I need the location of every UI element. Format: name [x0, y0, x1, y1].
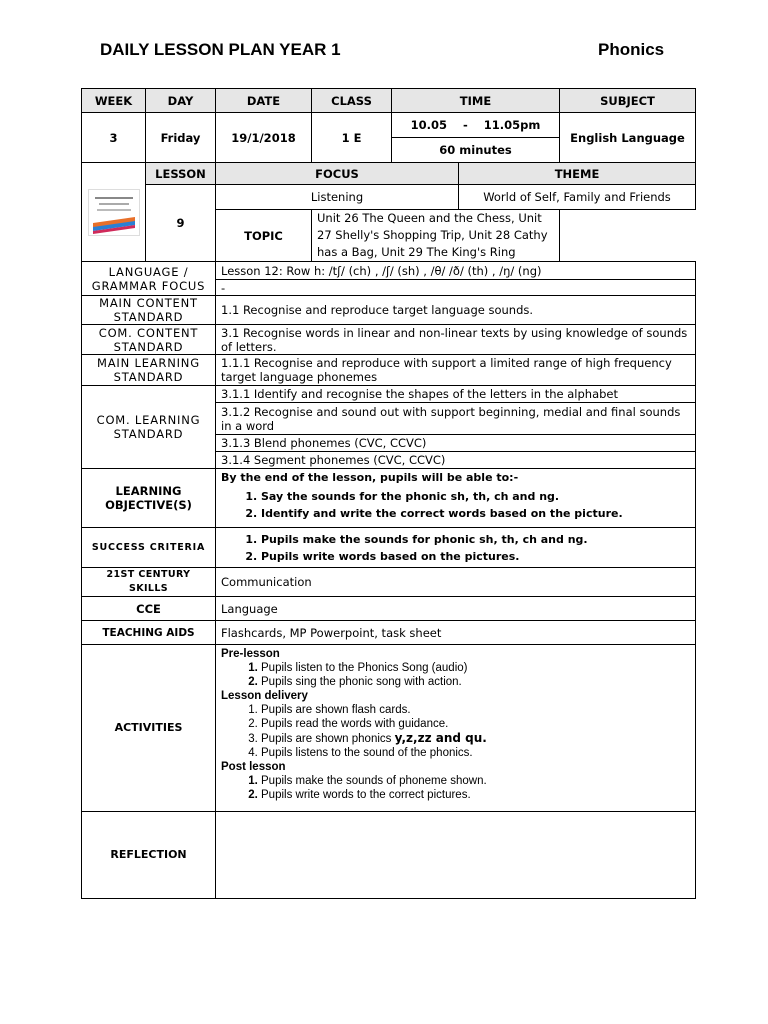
- class-value: 1 E: [312, 113, 392, 163]
- activity-item: 3. Pupils are shown phonics y,z,zz and qu.: [261, 731, 690, 746]
- reflection-value[interactable]: [216, 812, 696, 899]
- class-header: CLASS: [312, 89, 392, 113]
- activity-item: 1. Pupils listen to the Phonics Song (audio): [261, 661, 690, 675]
- objective-item: 1. Say the sounds for the phonic sh, th, ch and ng.: [261, 488, 690, 505]
- reflection-label: REFLECTION: [82, 812, 216, 899]
- duration-value: 60 minutes: [392, 138, 560, 163]
- activities: [216, 645, 696, 812]
- language-focus-line2: -: [216, 280, 696, 296]
- week-value: 3: [82, 113, 146, 163]
- textbook-cover-image: [88, 189, 140, 236]
- subject-heading: Phonics: [598, 40, 665, 59]
- com-learning-standard-item: 3.1.4 Segment phonemes (CVC, CCVC): [216, 452, 696, 469]
- phonics-highlight: y,z,zz and qu.: [394, 731, 487, 745]
- success-criteria-item: 1. Pupils make the sounds for phonic sh, th, ch and ng.: [261, 531, 690, 548]
- topic-value: Unit 26 The Queen and the Chess, Unit 27 Shelly's Shopping Trip, Unit 28 Cathy has a Bag, Unit 29 The King's Ring: [312, 210, 560, 262]
- main-learning-standard: 1.1.1 Recognise and reproduce with support a limited range of high frequency target language phonemes: [216, 355, 696, 386]
- date-header: DATE: [216, 89, 312, 113]
- time-range: 10.05 - 11.05pm: [392, 113, 560, 138]
- success-criteria-item: 2. Pupils write words based on the pictures.: [261, 548, 690, 565]
- lesson-number: 9: [146, 185, 216, 262]
- cce-value: Language: [216, 597, 696, 621]
- learning-objectives-label: LEARNING OBJECTIVE(S): [82, 469, 216, 528]
- activities-label: ACTIVITIES: [82, 645, 216, 812]
- teaching-aids-label: TEACHING AIDS: [82, 621, 216, 645]
- com-learning-label: COM. LEARNING STANDARD: [82, 386, 216, 469]
- subject-value: English Language: [560, 113, 696, 163]
- learning-objectives: [216, 469, 696, 528]
- com-learning-standard-item: 3.1.1 Identify and recognise the shapes of the letters in the alphabet: [216, 386, 696, 403]
- pre-lesson-title: Pre-lesson: [221, 648, 280, 660]
- com-learning-standard-item: 3.1.2 Recognise and sound out with support beginning, medial and final sounds in a word: [216, 403, 696, 435]
- date-value: 19/1/2018: [216, 113, 312, 163]
- century-skills-value: Communication: [216, 568, 696, 597]
- textbook-cover-cell: [82, 163, 146, 262]
- main-content-standard: 1.1 Recognise and reproduce target language sounds.: [216, 296, 696, 325]
- cce-label: CCE: [82, 597, 216, 621]
- success-criteria-label: SUCCESS CRITERIA: [82, 528, 216, 568]
- topic-label: TOPIC: [216, 210, 312, 262]
- week-header: WEEK: [82, 89, 146, 113]
- century-skills-label: 21ST CENTURY SKILLS: [82, 568, 216, 597]
- day-value: Friday: [146, 113, 216, 163]
- activity-item: 1. Pupils are shown flash cards.: [261, 703, 690, 717]
- activity-item: 4. Pupils listens to the sound of the phonics.: [261, 746, 690, 760]
- activity-item: 2. Pupils read the words with guidance.: [261, 717, 690, 731]
- lesson-plan-table: [81, 88, 696, 899]
- language-focus-line1: Lesson 12: Row h: /tʃ/ (ch) , /ʃ/ (sh) , /θ/ /ð/ (th) , /ŋ/ (ng): [216, 262, 696, 280]
- post-lesson-title: Post lesson: [221, 761, 286, 773]
- lesson-delivery-title: Lesson delivery: [221, 690, 308, 702]
- lesson-header: LESSON: [146, 163, 216, 185]
- main-learning-label: MAIN LEARNING STANDARD: [82, 355, 216, 386]
- com-learning-standard-item: 3.1.3 Blend phonemes (CVC, CCVC): [216, 435, 696, 452]
- subject-header: SUBJECT: [560, 89, 696, 113]
- page-title: DAILY LESSON PLAN YEAR 1: [100, 40, 341, 59]
- success-criteria: [216, 528, 696, 568]
- focus-header: FOCUS: [216, 163, 459, 185]
- focus-value: Listening: [216, 185, 459, 210]
- com-content-label: COM. CONTENT STANDARD: [82, 325, 216, 355]
- language-focus-label: LANGUAGE / GRAMMAR FOCUS: [82, 262, 216, 296]
- objectives-intro: By the end of the lesson, pupils will be able to:-: [221, 471, 519, 484]
- day-header: DAY: [146, 89, 216, 113]
- objective-item: 2. Identify and write the correct words based on the picture.: [261, 505, 690, 522]
- theme-header: THEME: [459, 163, 696, 185]
- theme-value: World of Self, Family and Friends: [459, 185, 696, 210]
- activity-item: 1. Pupils make the sounds of phoneme shown.: [261, 774, 690, 788]
- com-content-standard: 3.1 Recognise words in linear and non-linear texts by using knowledge of sounds of letters.: [216, 325, 696, 355]
- time-header: TIME: [392, 89, 560, 113]
- activity-item: 2. Pupils write words to the correct pictures.: [261, 788, 690, 802]
- teaching-aids-value: Flashcards, MP Powerpoint, task sheet: [216, 621, 696, 645]
- activity-item: 2. Pupils sing the phonic song with action.: [261, 675, 690, 689]
- main-content-label: MAIN CONTENT STANDARD: [82, 296, 216, 325]
